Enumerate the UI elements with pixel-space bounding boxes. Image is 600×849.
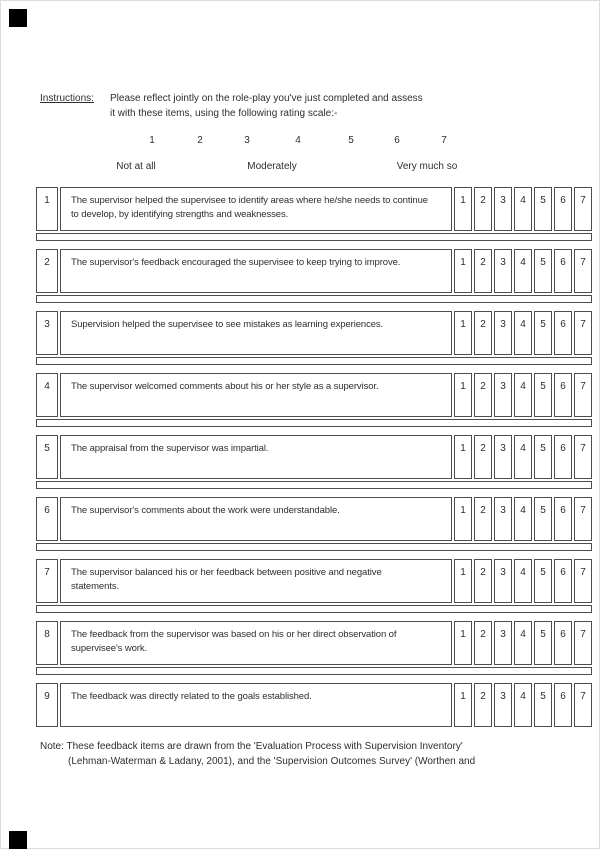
instructions-line2: it with these items, using the following rating scale:- [110,108,338,119]
scale-number-7: 7 [441,135,447,146]
scale-number-6: 6 [394,135,400,146]
item-statement-line: The supervisor helped the supervisee to identify areas where he/she needs to continue [71,195,428,206]
item-number: 9 [36,683,58,727]
scale-number-4: 4 [295,135,301,146]
corner-registration-mark-bottom-left [9,831,27,849]
item-statement [60,559,452,603]
rating-cells [454,683,592,727]
item-statement-line: The supervisor's comments about the work were understandable. [71,505,340,516]
spacer-row [36,667,592,675]
rating-cell-7[interactable]: 7 [574,373,592,417]
item-statement-line: statements. [71,581,120,592]
rating-cell-6[interactable]: 6 [554,559,572,603]
rating-cell-5[interactable]: 5 [534,435,552,479]
rating-cell-1[interactable]: 1 [454,559,472,603]
rating-table [36,187,592,735]
rating-cell-3[interactable]: 3 [494,249,512,293]
scale-number-3: 3 [244,135,250,146]
rating-cell-2[interactable]: 2 [474,559,492,603]
item-statement-line: The appraisal from the supervisor was impartial. [71,443,269,454]
item-statement [60,621,452,665]
rating-cells [454,497,592,541]
questionnaire-item [36,249,592,303]
rating-cells [454,187,592,231]
questionnaire-item [36,187,592,241]
rating-cell-1[interactable]: 1 [454,187,472,231]
item-row [36,187,592,231]
item-row [36,435,592,479]
rating-cells [454,373,592,417]
rating-cell-7[interactable]: 7 [574,311,592,355]
item-row [36,497,592,541]
rating-cell-5[interactable]: 5 [534,373,552,417]
scale-number-5: 5 [348,135,354,146]
item-statement-line: The supervisor welcomed comments about his or her style as a supervisor. [71,381,379,392]
rating-scale-numbers [0,135,600,149]
rating-cell-7[interactable]: 7 [574,621,592,665]
rating-cell-5[interactable]: 5 [534,621,552,665]
item-row [36,373,592,417]
rating-cell-2[interactable]: 2 [474,683,492,727]
rating-cell-5[interactable]: 5 [534,559,552,603]
spacer-row [36,295,592,303]
rating-cell-7[interactable]: 7 [574,435,592,479]
rating-cell-1[interactable]: 1 [454,683,472,727]
rating-cell-3[interactable]: 3 [494,621,512,665]
rating-scale-anchors [0,161,600,175]
rating-cell-7[interactable]: 7 [574,497,592,541]
rating-cell-1[interactable]: 1 [454,249,472,293]
questionnaire-item [36,311,592,365]
item-statement [60,311,452,355]
item-row [36,683,592,727]
rating-cell-1[interactable]: 1 [454,373,472,417]
rating-cell-3[interactable]: 3 [494,187,512,231]
footnote [40,739,475,769]
rating-cells [454,621,592,665]
rating-cell-4[interactable]: 4 [514,559,532,603]
questionnaire-item [36,497,592,551]
item-row [36,249,592,293]
scale-number-1: 1 [149,135,155,146]
rating-cell-7[interactable]: 7 [574,249,592,293]
rating-cell-3[interactable]: 3 [494,435,512,479]
corner-registration-mark-top-left [9,9,27,27]
rating-cell-6[interactable]: 6 [554,249,572,293]
item-row [36,311,592,355]
item-number: 7 [36,559,58,603]
instructions-text [110,91,510,121]
item-row [36,559,592,603]
spacer-row [36,543,592,551]
rating-cell-4[interactable]: 4 [514,497,532,541]
rating-cell-6[interactable]: 6 [554,621,572,665]
rating-cell-4[interactable]: 4 [514,187,532,231]
scale-anchor-very-much-so: Very much so [396,161,458,172]
rating-cell-2[interactable]: 2 [474,621,492,665]
footnote-line2: (Lehman-Waterman & Ladany, 2001), and the 'Supervision Outcomes Survey' (Worthen and [68,756,476,767]
scale-anchor-moderately: Moderately [247,161,297,172]
item-number: 5 [36,435,58,479]
item-statement-line: to develop, by identifying strengths and weaknesses. [71,209,289,220]
item-statement-line: supervisee's work. [71,643,148,654]
rating-cells [454,559,592,603]
item-number: 1 [36,187,58,231]
rating-cell-5[interactable]: 5 [534,497,552,541]
rating-cell-3[interactable]: 3 [494,559,512,603]
item-statement [60,435,452,479]
rating-cell-4[interactable]: 4 [514,621,532,665]
instructions-line1: Please reflect jointly on the role-play you've just completed and assess [110,93,423,104]
rating-cell-2[interactable]: 2 [474,435,492,479]
rating-cells [454,435,592,479]
item-statement-line: The supervisor's feedback encouraged the supervisee to keep trying to improve. [71,257,401,268]
questionnaire-item [36,621,592,675]
item-statement [60,249,452,293]
rating-cell-4[interactable]: 4 [514,683,532,727]
rating-cell-3[interactable]: 3 [494,311,512,355]
rating-cell-6[interactable]: 6 [554,373,572,417]
item-number: 4 [36,373,58,417]
item-statement-line: The supervisor balanced his or her feedback between positive and negative [71,567,382,578]
spacer-row [36,419,592,427]
item-number: 6 [36,497,58,541]
rating-cell-6[interactable]: 6 [554,683,572,727]
rating-cell-2[interactable]: 2 [474,497,492,541]
rating-cell-6[interactable]: 6 [554,435,572,479]
item-statement [60,373,452,417]
item-statement [60,683,452,727]
item-statement-line: Supervision helped the supervisee to see mistakes as learning experiences. [71,319,384,330]
rating-cell-4[interactable]: 4 [514,249,532,293]
rating-cell-1[interactable]: 1 [454,497,472,541]
item-number: 2 [36,249,58,293]
instructions-label: Instructions: [40,93,94,104]
item-number: 3 [36,311,58,355]
rating-cells [454,249,592,293]
item-statement-line: The feedback from the supervisor was based on his or her direct observation of [71,629,397,640]
item-statement-line: The feedback was directly related to the goals established. [71,691,312,702]
spacer-row [36,605,592,613]
spacer-row [36,233,592,241]
rating-cell-5[interactable]: 5 [534,187,552,231]
rating-cell-2[interactable]: 2 [474,373,492,417]
rating-cell-1[interactable]: 1 [454,435,472,479]
spacer-row [36,357,592,365]
rating-cell-4[interactable]: 4 [514,373,532,417]
rating-cell-6[interactable]: 6 [554,311,572,355]
rating-cell-2[interactable]: 2 [474,187,492,231]
questionnaire-item [36,435,592,489]
rating-cell-4[interactable]: 4 [514,435,532,479]
item-statement [60,497,452,541]
scale-anchor-not-at-all: Not at all [116,161,156,172]
questionnaire-item [36,683,592,727]
rating-cell-2[interactable]: 2 [474,249,492,293]
scale-number-2: 2 [197,135,203,146]
rating-cell-2[interactable]: 2 [474,311,492,355]
rating-cell-1[interactable]: 1 [454,311,472,355]
item-row [36,621,592,665]
questionnaire-item [36,373,592,427]
rating-cell-7[interactable]: 7 [574,187,592,231]
rating-cell-6[interactable]: 6 [554,187,572,231]
rating-cell-3[interactable]: 3 [494,497,512,541]
item-number: 8 [36,621,58,665]
item-statement [60,187,452,231]
rating-cell-4[interactable]: 4 [514,311,532,355]
rating-cell-5[interactable]: 5 [534,311,552,355]
footnote-line1: Note: These feedback items are drawn from the 'Evaluation Process with Supervision Inventory' [40,741,463,752]
questionnaire-item [36,559,592,613]
rating-cell-7[interactable]: 7 [574,683,592,727]
rating-cell-3[interactable]: 3 [494,373,512,417]
rating-cell-7[interactable]: 7 [574,559,592,603]
rating-cell-6[interactable]: 6 [554,497,572,541]
rating-cell-5[interactable]: 5 [534,249,552,293]
rating-cells [454,311,592,355]
rating-cell-1[interactable]: 1 [454,621,472,665]
spacer-row [36,481,592,489]
rating-cell-5[interactable]: 5 [534,683,552,727]
rating-cell-3[interactable]: 3 [494,683,512,727]
